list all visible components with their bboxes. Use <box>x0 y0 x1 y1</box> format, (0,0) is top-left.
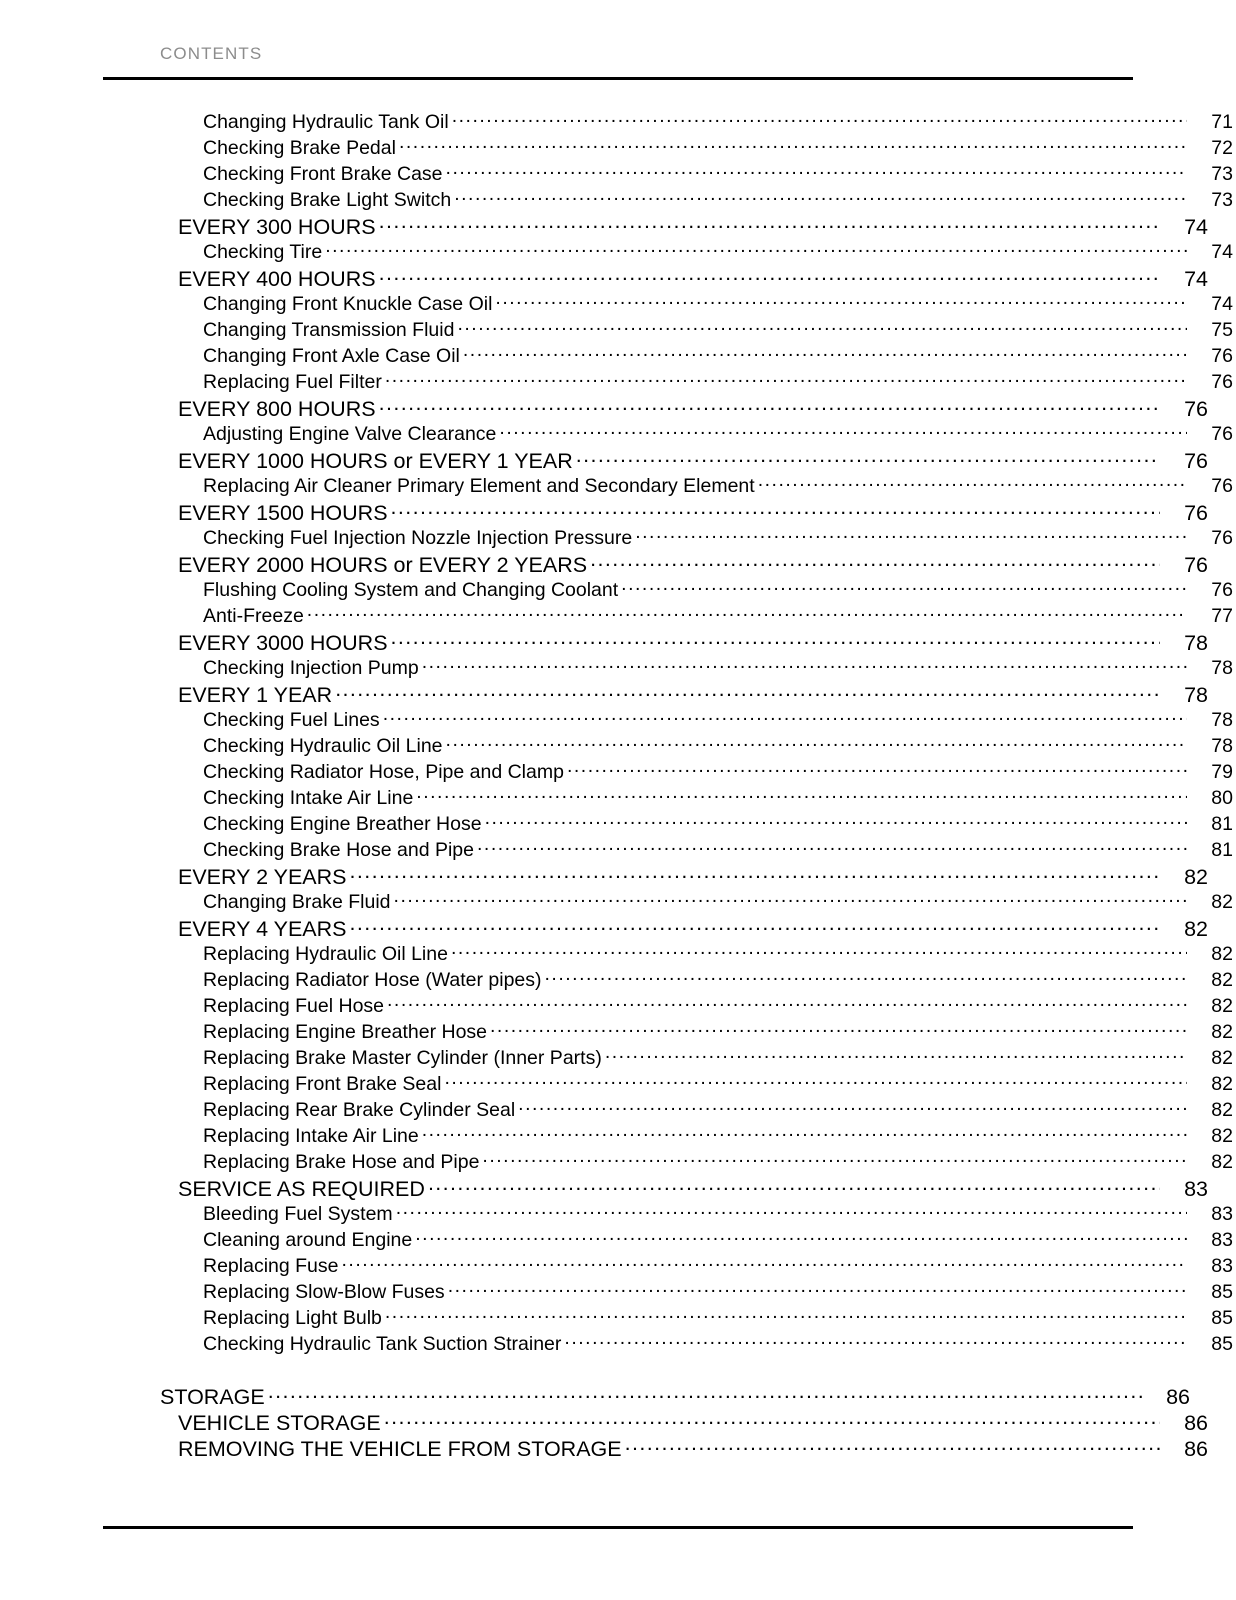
toc-page-number: 78 <box>1211 656 1233 679</box>
toc-leader-dots <box>391 628 1160 650</box>
toc-leader-dots <box>545 966 1187 986</box>
toc-leader-dots <box>590 550 1160 572</box>
toc-leader-dots <box>379 394 1160 416</box>
toc-entry[interactable] <box>103 1226 1233 1252</box>
toc-entry-label: Replacing Intake Air Line <box>203 1124 419 1147</box>
toc-leader-dots <box>391 498 1160 520</box>
toc-page-number: 73 <box>1211 162 1233 185</box>
toc-leader-dots <box>485 810 1187 830</box>
page-header-contents: CONTENTS <box>160 44 263 63</box>
toc-entry[interactable] <box>103 498 1208 524</box>
toc-leader-dots <box>495 290 1187 310</box>
toc-page-number: 74 <box>1184 266 1208 291</box>
toc-entry-label: STORAGE <box>160 1384 265 1409</box>
toc-entry-label: Replacing Radiator Hose (Water pipes) <box>203 968 542 991</box>
toc-entry[interactable] <box>103 420 1233 446</box>
toc-leader-dots <box>335 680 1160 702</box>
toc-entry[interactable] <box>103 264 1208 290</box>
toc-entry-label: SERVICE AS REQUIRED <box>178 1176 425 1201</box>
toc-entry[interactable] <box>103 758 1233 784</box>
toc-leader-dots <box>635 524 1187 544</box>
toc-page-number: 86 <box>1184 1436 1208 1461</box>
toc-page-number: 85 <box>1211 1306 1233 1329</box>
toc-entry[interactable] <box>103 576 1233 602</box>
toc-entry-label: Flushing Cooling System and Changing Coolant <box>203 578 619 601</box>
toc-leader-dots <box>385 368 1187 388</box>
toc-entry-label: Changing Hydraulic Tank Oil <box>203 110 449 133</box>
toc-entry[interactable] <box>103 1122 1233 1148</box>
toc-entry[interactable] <box>103 1044 1233 1070</box>
toc-leader-dots <box>454 186 1187 206</box>
toc-leader-dots <box>422 654 1187 674</box>
toc-entry-label: Replacing Hydraulic Oil Line <box>203 942 448 965</box>
toc-page-number: 82 <box>1211 942 1233 965</box>
toc-leader-dots <box>422 1122 1187 1142</box>
toc-leader-dots <box>576 446 1160 468</box>
toc-page-number: 83 <box>1211 1228 1233 1251</box>
toc-page-number: 76 <box>1211 578 1233 601</box>
toc-page-number: 76 <box>1211 474 1233 497</box>
toc-entry[interactable] <box>103 966 1233 992</box>
toc-entry-label: Checking Front Brake Case <box>203 162 443 185</box>
toc-entry[interactable] <box>103 134 1233 160</box>
toc-entry-label: Checking Brake Hose and Pipe <box>203 838 474 861</box>
toc-entry-label: EVERY 800 HOURS <box>178 396 376 421</box>
toc-leader-dots <box>482 1148 1187 1168</box>
toc-leader-dots <box>307 602 1187 622</box>
toc-leader-dots <box>379 212 1160 234</box>
toc-leader-dots <box>758 472 1187 492</box>
toc-page-number: 82 <box>1211 1020 1233 1043</box>
toc-leader-dots <box>446 732 1187 752</box>
toc-leader-dots <box>567 758 1187 778</box>
toc-entry-label: Replacing Brake Hose and Pipe <box>203 1150 480 1173</box>
toc-entry-label: Checking Brake Pedal <box>203 136 396 159</box>
toc-entry[interactable] <box>103 810 1233 836</box>
header-divider-rule <box>103 77 1133 80</box>
toc-entry-label: Checking Engine Breather Hose <box>203 812 482 835</box>
toc-page-number: 83 <box>1211 1254 1233 1277</box>
toc-entry[interactable] <box>103 628 1208 654</box>
toc-entry[interactable] <box>103 654 1233 680</box>
toc-entry[interactable] <box>103 1330 1233 1356</box>
toc-page-number: 82 <box>1211 1150 1233 1173</box>
toc-leader-dots <box>415 1226 1187 1246</box>
toc-leader-dots <box>396 1200 1187 1220</box>
toc-entry-label: Replacing Engine Breather Hose <box>203 1020 488 1043</box>
toc-entry-label: Replacing Air Cleaner Primary Element and Secondary Element <box>203 474 755 497</box>
toc-entry-label: Checking Fuel Lines <box>203 708 380 731</box>
toc-page-number: 78 <box>1184 682 1208 707</box>
toc-entry[interactable] <box>103 784 1233 810</box>
toc-entry[interactable] <box>103 914 1208 940</box>
toc-entry[interactable] <box>103 524 1233 550</box>
toc-leader-dots <box>387 992 1187 1012</box>
toc-entry[interactable] <box>103 940 1233 966</box>
toc-entry-label: Replacing Rear Brake Cylinder Seal <box>203 1098 516 1121</box>
toc-entry[interactable] <box>103 160 1233 186</box>
toc-entry-label: REMOVING THE VEHICLE FROM STORAGE <box>178 1436 622 1461</box>
toc-entry[interactable] <box>103 238 1233 264</box>
toc-entry[interactable] <box>103 888 1233 914</box>
toc-page-number: 82 <box>1211 1098 1233 1121</box>
toc-entry-label: Replacing Fuse <box>203 1254 339 1277</box>
toc-leader-dots <box>448 1278 1187 1298</box>
toc-leader-dots <box>451 940 1187 960</box>
table-of-contents <box>103 108 1233 1461</box>
toc-leader-dots <box>457 316 1187 336</box>
toc-entry-label: Checking Radiator Hose, Pipe and Clamp <box>203 760 564 783</box>
toc-leader-dots <box>385 1304 1187 1324</box>
toc-page-number: 74 <box>1211 292 1233 315</box>
toc-page-number: 73 <box>1211 188 1233 211</box>
toc-page-number: 76 <box>1211 422 1233 445</box>
footer-divider-rule <box>103 1526 1133 1529</box>
toc-entry-label: Adjusting Engine Valve Clearance <box>203 422 497 445</box>
toc-page-number: 76 <box>1211 526 1233 549</box>
toc-entry-label: Bleeding Fuel System <box>203 1202 393 1225</box>
toc-leader-dots <box>383 706 1187 726</box>
toc-page-number: 76 <box>1184 552 1208 577</box>
toc-entry[interactable] <box>103 186 1233 212</box>
toc-entry[interactable] <box>103 446 1208 472</box>
toc-page-number: 82 <box>1184 864 1208 889</box>
toc-entry[interactable] <box>103 1408 1208 1434</box>
toc-page-number: 76 <box>1184 500 1208 525</box>
toc-entry[interactable] <box>103 212 1208 238</box>
toc-entry-label: EVERY 1500 HOURS <box>178 500 388 525</box>
toc-page-number: 86 <box>1166 1384 1190 1409</box>
toc-page-number: 85 <box>1211 1332 1233 1355</box>
toc-entry[interactable] <box>103 706 1233 732</box>
toc-entry-label: Replacing Brake Master Cylinder (Inner Parts) <box>203 1046 602 1069</box>
toc-page-number: 82 <box>1184 916 1208 941</box>
toc-leader-dots <box>268 1382 1142 1404</box>
toc-page-number: 76 <box>1211 344 1233 367</box>
toc-entry[interactable] <box>103 680 1208 706</box>
toc-leader-dots <box>325 238 1187 258</box>
toc-page-number: 78 <box>1211 734 1233 757</box>
toc-page-number: 80 <box>1211 786 1233 809</box>
toc-page-number: 82 <box>1211 968 1233 991</box>
toc-page-number: 86 <box>1184 1410 1208 1435</box>
toc-page-number: 82 <box>1211 994 1233 1017</box>
toc-entry-label: EVERY 2000 HOURS or EVERY 2 YEARS <box>178 552 588 577</box>
toc-page-number: 82 <box>1211 1072 1233 1095</box>
toc-entry[interactable] <box>103 1278 1233 1304</box>
toc-entry[interactable] <box>103 316 1233 342</box>
toc-page-number: 74 <box>1211 240 1233 263</box>
toc-entry-label: Changing Transmission Fluid <box>203 318 455 341</box>
toc-page-number: 76 <box>1184 448 1208 473</box>
toc-page-number: 75 <box>1211 318 1233 341</box>
toc-entry-label: EVERY 1000 HOURS or EVERY 1 YEAR <box>178 448 573 473</box>
toc-entry[interactable] <box>103 862 1208 888</box>
toc-entry-label: Cleaning around Engine <box>203 1228 413 1251</box>
toc-entry[interactable] <box>103 602 1233 628</box>
toc-spacer <box>103 1356 1133 1382</box>
toc-leader-dots <box>499 420 1187 440</box>
toc-entry[interactable] <box>103 1096 1233 1122</box>
toc-entry[interactable] <box>103 394 1208 420</box>
toc-leader-dots <box>428 1174 1160 1196</box>
toc-entry[interactable] <box>103 1200 1233 1226</box>
toc-page-number: 74 <box>1184 214 1208 239</box>
toc-page-number: 76 <box>1184 396 1208 421</box>
toc-leader-dots <box>518 1096 1187 1116</box>
toc-leader-dots <box>621 576 1187 596</box>
toc-leader-dots <box>446 160 1187 180</box>
toc-page-number: 78 <box>1211 708 1233 731</box>
toc-entry-label: Changing Brake Fluid <box>203 890 391 913</box>
toc-entry-label: EVERY 300 HOURS <box>178 214 376 239</box>
toc-entry-label: EVERY 2 YEARS <box>178 864 347 889</box>
toc-page-number: 85 <box>1211 1280 1233 1303</box>
toc-entry[interactable] <box>103 1434 1208 1460</box>
toc-entry-label: Changing Front Axle Case Oil <box>203 344 460 367</box>
toc-page-number: 81 <box>1211 812 1233 835</box>
toc-leader-dots <box>564 1330 1187 1350</box>
toc-page-number: 71 <box>1211 110 1233 133</box>
toc-entry-label: Changing Front Knuckle Case Oil <box>203 292 493 315</box>
toc-entry-label: Checking Brake Light Switch <box>203 188 452 211</box>
toc-entry-label: VEHICLE STORAGE <box>178 1410 381 1435</box>
toc-page-number: 82 <box>1211 890 1233 913</box>
toc-leader-dots <box>350 862 1160 884</box>
toc-entry-label: Checking Tire <box>203 240 323 263</box>
toc-entry[interactable] <box>103 1174 1208 1200</box>
toc-entry-label: Replacing Front Brake Seal <box>203 1072 442 1095</box>
toc-entry[interactable] <box>103 472 1233 498</box>
toc-entry[interactable] <box>103 290 1233 316</box>
toc-entry-label: Anti-Freeze <box>203 604 304 627</box>
toc-entry-label: Checking Intake Air Line <box>203 786 414 809</box>
toc-entry[interactable] <box>103 1252 1233 1278</box>
toc-leader-dots <box>416 784 1187 804</box>
toc-entry-label: Checking Hydraulic Oil Line <box>203 734 443 757</box>
toc-entry[interactable] <box>103 1304 1233 1330</box>
toc-entry[interactable] <box>103 992 1233 1018</box>
toc-entry[interactable] <box>103 1382 1190 1408</box>
toc-page-number: 79 <box>1211 760 1233 783</box>
toc-entry[interactable] <box>103 342 1233 368</box>
toc-page-number: 82 <box>1211 1046 1233 1069</box>
toc-page-number: 82 <box>1211 1124 1233 1147</box>
toc-entry[interactable] <box>103 1070 1233 1096</box>
toc-entry[interactable] <box>103 550 1208 576</box>
toc-entry-label: EVERY 3000 HOURS <box>178 630 388 655</box>
toc-page-number: 81 <box>1211 838 1233 861</box>
toc-page-number: 78 <box>1184 630 1208 655</box>
toc-leader-dots <box>342 1252 1188 1272</box>
toc-entry[interactable] <box>103 368 1233 394</box>
toc-page-number: 83 <box>1211 1202 1233 1225</box>
toc-entry-label: EVERY 400 HOURS <box>178 266 376 291</box>
toc-leader-dots <box>399 134 1187 154</box>
toc-entry[interactable] <box>103 1018 1233 1044</box>
toc-entry[interactable] <box>103 1148 1233 1174</box>
toc-entry-label: Replacing Fuel Filter <box>203 370 382 393</box>
toc-entry-label: Checking Fuel Injection Nozzle Injection Pressure <box>203 526 633 549</box>
toc-leader-dots <box>384 1408 1160 1430</box>
toc-entry[interactable] <box>103 108 1233 134</box>
toc-leader-dots <box>350 914 1160 936</box>
toc-entry-label: Checking Hydraulic Tank Suction Strainer <box>203 1332 562 1355</box>
toc-page-number: 76 <box>1211 370 1233 393</box>
toc-leader-dots <box>452 108 1187 128</box>
toc-entry-label: EVERY 1 YEAR <box>178 682 333 707</box>
toc-entry[interactable] <box>103 836 1233 862</box>
toc-entry[interactable] <box>103 732 1233 758</box>
toc-page-number: 72 <box>1211 136 1233 159</box>
toc-page-number: 83 <box>1184 1176 1208 1201</box>
toc-entry-label: EVERY 4 YEARS <box>178 916 347 941</box>
toc-leader-dots <box>625 1434 1160 1456</box>
toc-entry-label: Replacing Fuel Hose <box>203 994 385 1017</box>
toc-leader-dots <box>490 1018 1187 1038</box>
toc-entry-label: Checking Injection Pump <box>203 656 419 679</box>
toc-leader-dots <box>463 342 1187 362</box>
toc-entry-label: Replacing Slow-Blow Fuses <box>203 1280 445 1303</box>
toc-leader-dots <box>477 836 1187 856</box>
toc-entry-label: Replacing Light Bulb <box>203 1306 382 1329</box>
toc-leader-dots <box>605 1044 1187 1064</box>
toc-leader-dots <box>394 888 1187 908</box>
toc-leader-dots <box>444 1070 1187 1090</box>
toc-leader-dots <box>379 264 1160 286</box>
toc-page-number: 77 <box>1211 604 1233 627</box>
